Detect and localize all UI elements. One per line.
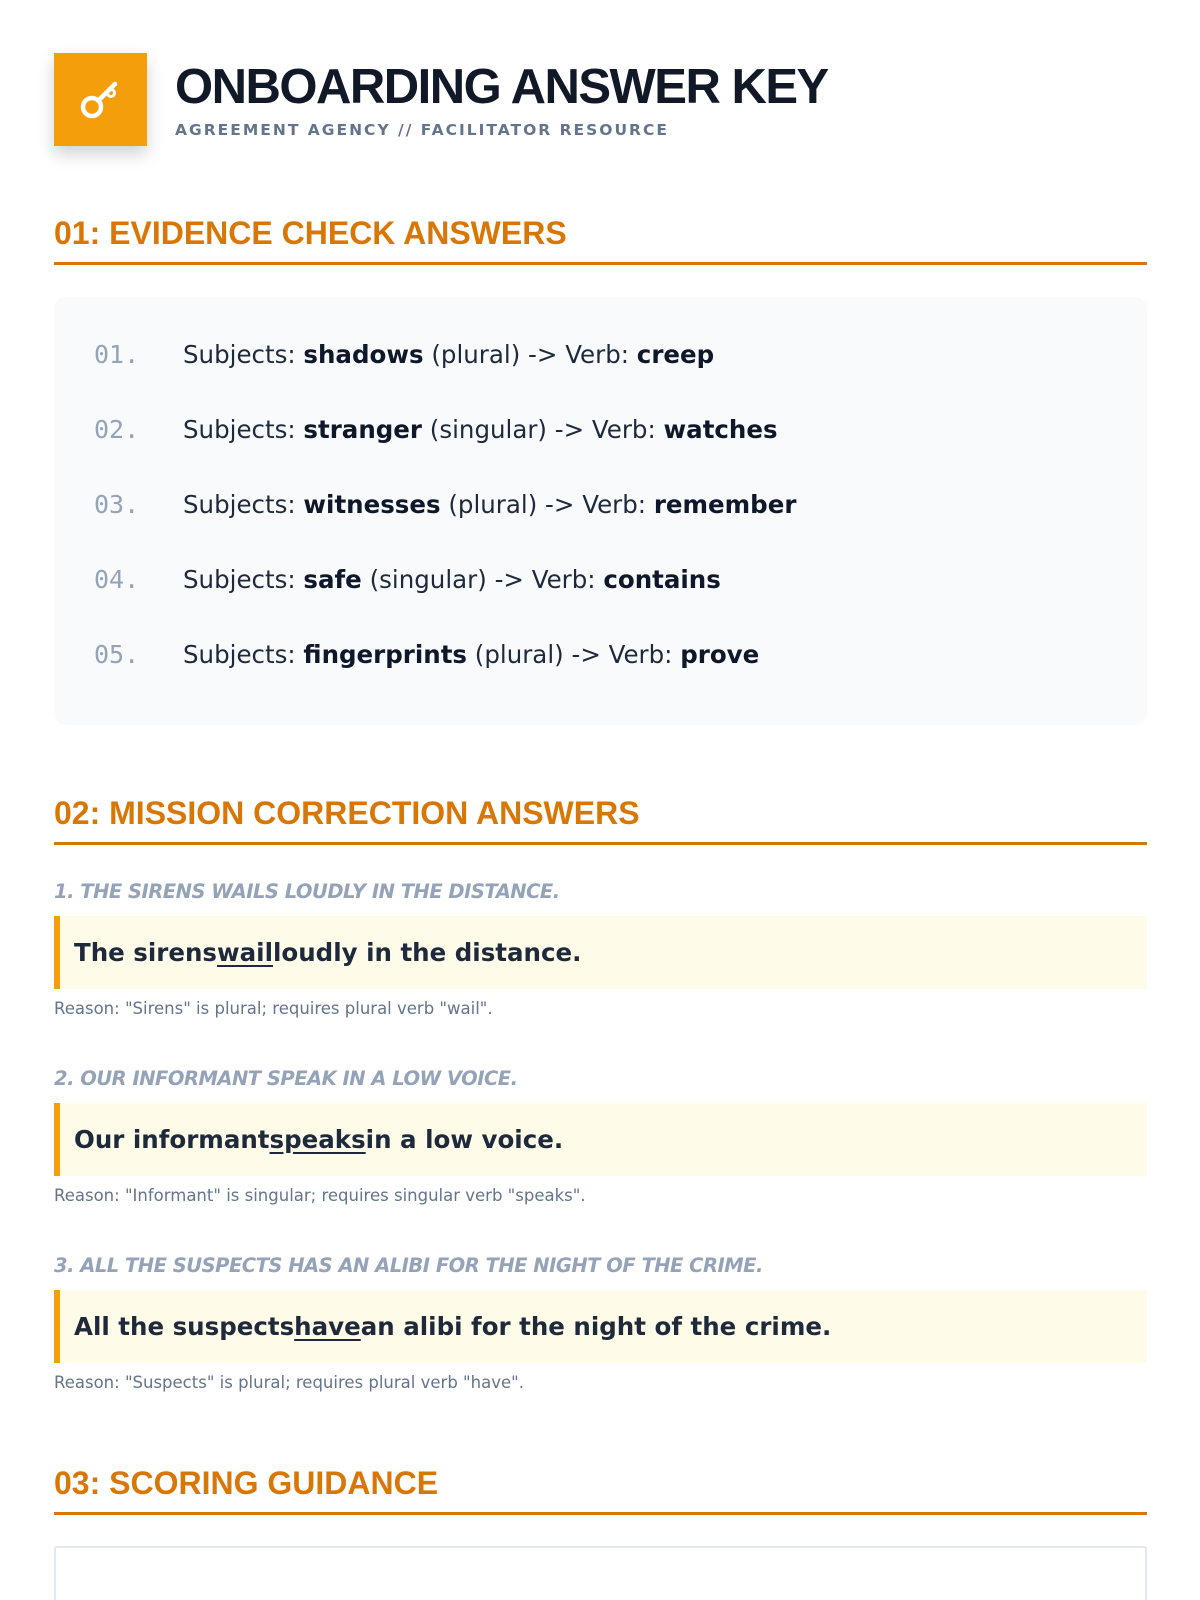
corrected-answer: Our informant speaks in a low voice. xyxy=(54,1103,1147,1176)
item-text: Subjects: safe (singular) -> Verb: contains xyxy=(183,564,721,594)
reason-text: Reason: "Suspects" is plural; requires plural verb "have". xyxy=(54,1373,524,1392)
question-text: 2. OUR INFORMANT SPEAK IN A LOW VOICE. xyxy=(54,1067,518,1090)
list-item xyxy=(94,334,714,374)
list-item xyxy=(94,409,778,449)
item-number: 04. xyxy=(94,564,140,594)
corrected-answer: The sirens wail loudly in the distance. xyxy=(54,916,1147,989)
item-number: 02. xyxy=(94,414,140,444)
question-text: 3. ALL THE SUSPECTS HAS AN ALIBI FOR THE NIGHT OF THE CRIME. xyxy=(54,1254,763,1277)
scoring-guidance-panel xyxy=(54,1546,1147,1600)
list-item xyxy=(94,484,796,524)
logo-badge xyxy=(54,53,147,146)
section-title-scoring: 03: SCORING GUIDANCE xyxy=(54,1463,1147,1515)
item-text: Subjects: fingerprints (plural) -> Verb: prove xyxy=(183,639,760,669)
item-number: 03. xyxy=(94,489,140,519)
reason-text: Reason: "Informant" is singular; requires singular verb "speaks". xyxy=(54,1186,586,1205)
key-icon xyxy=(75,74,127,126)
reason-text: Reason: "Sirens" is plural; requires plural verb "wail". xyxy=(54,999,493,1018)
list-item xyxy=(94,559,721,599)
item-text: Subjects: shadows (plural) -> Verb: creep xyxy=(183,339,715,369)
section-title-evidence: 01: EVIDENCE CHECK ANSWERS xyxy=(54,213,1147,265)
item-text: Subjects: witnesses (plural) -> Verb: remember xyxy=(183,489,797,519)
evidence-answers-panel xyxy=(54,297,1147,725)
document-header xyxy=(54,53,1146,148)
item-number: 01. xyxy=(94,339,140,369)
question-text: 1. THE SIRENS WAILS LOUDLY IN THE DISTANCE. xyxy=(54,880,560,903)
page-subtitle: AGREEMENT AGENCY // FACILITATOR RESOURCE xyxy=(175,121,669,139)
section-title-mission: 02: MISSION CORRECTION ANSWERS xyxy=(54,793,1147,845)
page-title: ONBOARDING ANSWER KEY xyxy=(175,60,828,114)
item-text: Subjects: stranger (singular) -> Verb: watches xyxy=(183,414,778,444)
item-number: 05. xyxy=(94,639,140,669)
list-item xyxy=(94,634,759,674)
corrected-answer: All the suspects have an alibi for the night of the crime. xyxy=(54,1290,1147,1363)
